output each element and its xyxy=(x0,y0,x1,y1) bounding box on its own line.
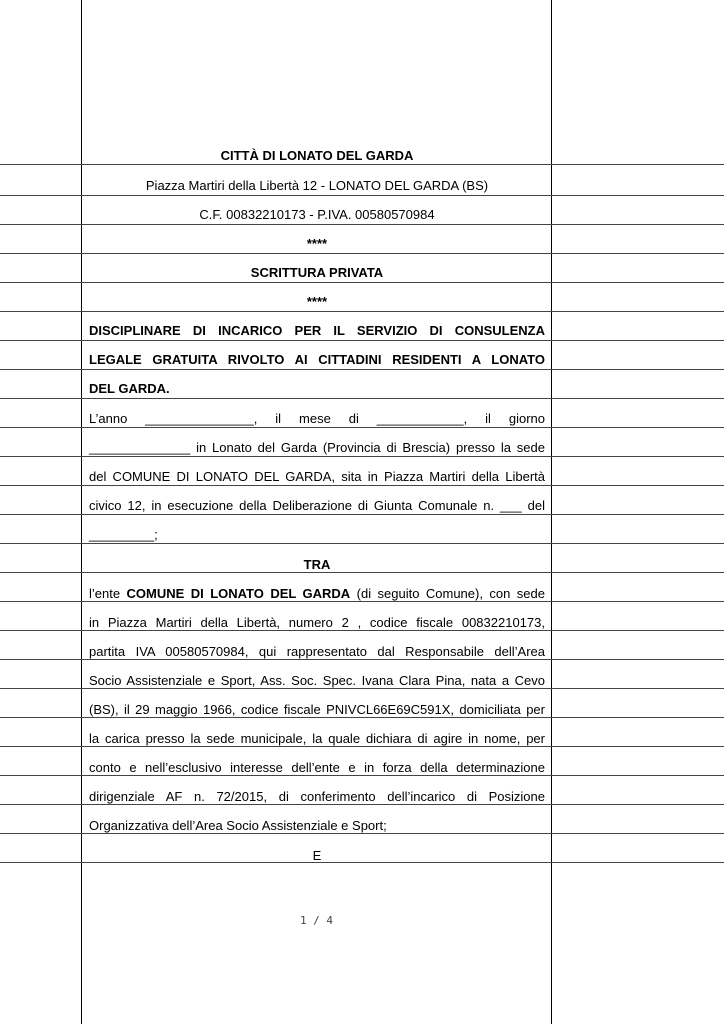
left-margin-line xyxy=(81,0,82,1024)
title-line: LEGALE GRATUITA RIVOLTO AI CITTADINI RESIDENTI A LONATO xyxy=(89,352,545,367)
party-name: COMUNE DI LONATO DEL GARDA xyxy=(126,586,351,601)
address-line: Piazza Martiri della Libertà 12 - LONATO DEL GARDA (BS) xyxy=(145,178,489,193)
ruled-line xyxy=(0,340,724,341)
separator: **** xyxy=(306,294,328,309)
ruled-line xyxy=(0,311,724,312)
body-line: Socio Assistenziale e Sport, Ass. Soc. Spec. Ivana Clara Pina, nata a Cevo xyxy=(89,673,545,688)
fiscal-line: C.F. 00832210173 - P.IVA. 00580570984 xyxy=(199,207,435,222)
ruled-line xyxy=(0,282,724,283)
body-line: civico 12, in esecuzione della Deliberazione di Giunta Comunale n. ___ del xyxy=(89,498,545,513)
ruled-line xyxy=(0,253,724,254)
ruled-line xyxy=(0,164,724,165)
city-heading: CITTÀ DI LONATO DEL GARDA xyxy=(220,148,414,163)
body-line: conto e nell’esclusivo interesse dell’ente e in forza della determinazione xyxy=(89,760,545,775)
tra-heading: TRA xyxy=(303,557,331,572)
ruled-line xyxy=(0,369,724,370)
ruled-line xyxy=(0,427,724,428)
e-heading: E xyxy=(312,848,322,863)
right-margin-line xyxy=(551,0,552,1024)
page-number: 1 / 4 xyxy=(299,914,334,927)
body-line: Organizzativa dell’Area Socio Assistenziale e Sport; xyxy=(89,818,387,833)
ruled-line xyxy=(0,224,724,225)
ruled-line xyxy=(0,485,724,486)
ruled-line xyxy=(0,514,724,515)
ruled-line xyxy=(0,195,724,196)
title-line: DISCIPLINARE DI INCARICO PER IL SERVIZIO DI CONSULENZA xyxy=(89,323,545,338)
ruled-line xyxy=(0,398,724,399)
body-line: ______________ in Lonato del Garda (Provincia di Brescia) presso la sede xyxy=(89,440,545,455)
body-line: la carica presso la sede municipale, la quale dichiara di agire in nome, per xyxy=(89,731,545,746)
title-line: DEL GARDA. xyxy=(89,381,170,396)
body-line: (BS), il 29 maggio 1966, codice fiscale PNIVCL66E69C591X, domiciliata per xyxy=(89,702,545,717)
body-line: partita IVA 00580570984, qui rappresentato dal Responsabile dell’Area xyxy=(89,644,545,659)
ruled-line xyxy=(0,456,724,457)
body-line: dirigenziale AF n. 72/2015, di conferimento dell’incarico di Posizione xyxy=(89,789,545,804)
party-suffix: (di seguito Comune), con sede xyxy=(350,586,545,601)
body-line: del COMUNE DI LONATO DEL GARDA, sita in Piazza Martiri della Libertà xyxy=(89,469,545,484)
separator: **** xyxy=(306,236,328,251)
body-line: _________; xyxy=(89,527,158,542)
document-type: SCRITTURA PRIVATA xyxy=(250,265,384,280)
ruled-line xyxy=(0,543,724,544)
body-line: in Piazza Martiri della Libertà, numero 2 , codice fiscale 00832210173, xyxy=(89,615,545,630)
body-line xyxy=(89,586,545,602)
party-prefix: l’ente xyxy=(89,586,127,601)
body-line: L’anno _______________, il mese di ____________, il giorno xyxy=(89,411,545,426)
